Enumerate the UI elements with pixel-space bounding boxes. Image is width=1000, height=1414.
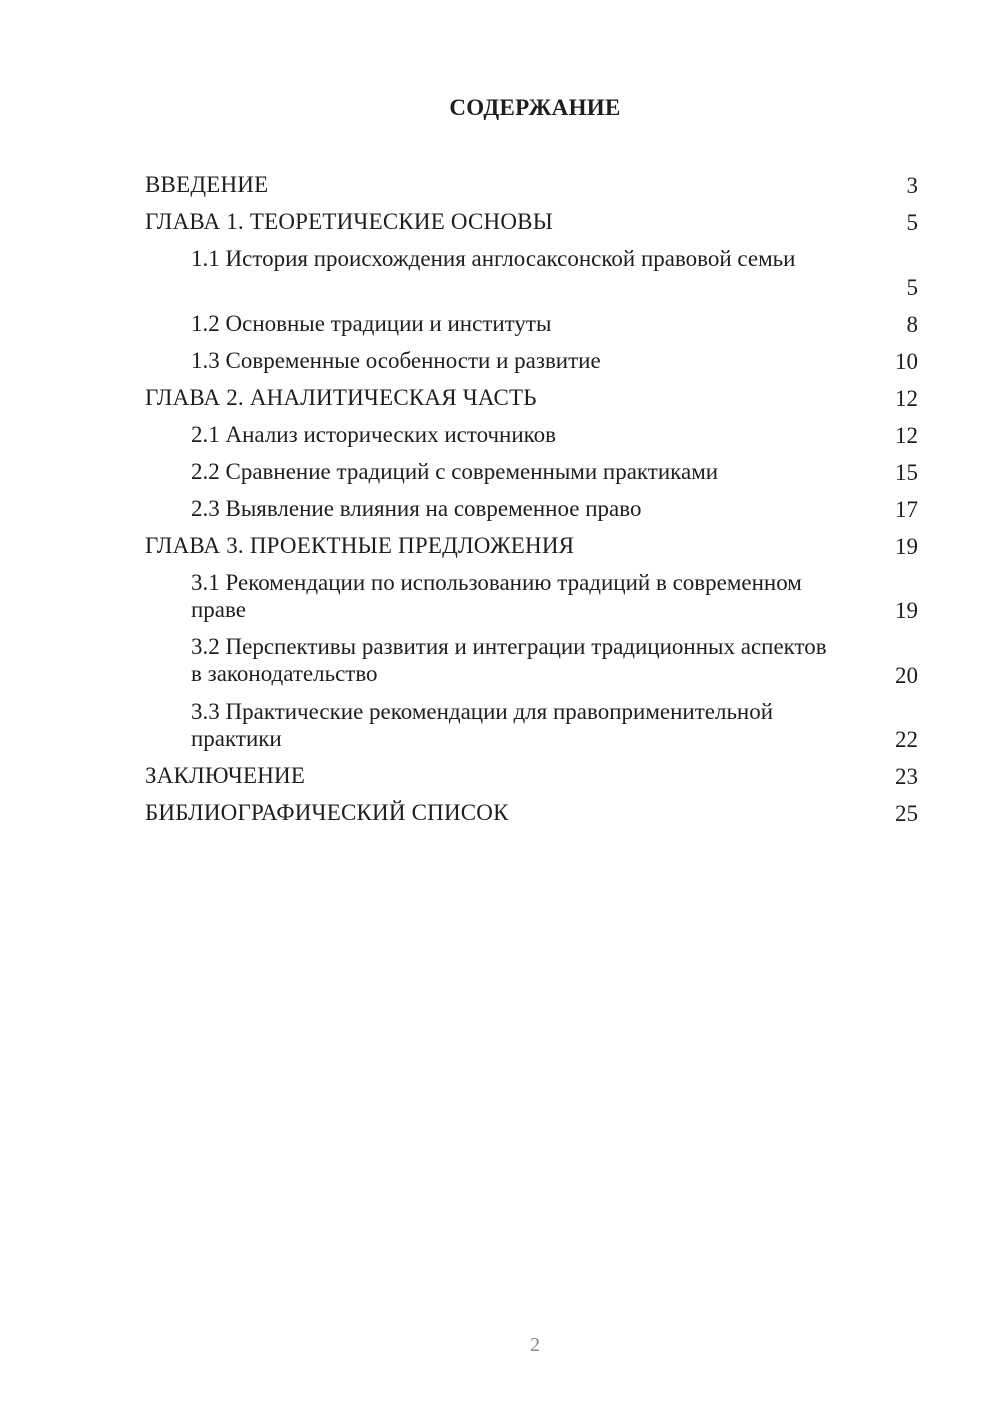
toc-entry-label: 3.3 Практические рекомендации для правоприменительной практики [191, 698, 774, 751]
toc-entry-section-2-2[interactable] [145, 455, 918, 492]
toc-entry-label: ГЛАВА 2. АНАЛИТИЧЕСКАЯ ЧАСТЬ [145, 384, 537, 410]
page-number: 2 [530, 1334, 540, 1356]
toc-entry-conclusion[interactable] [145, 759, 918, 796]
toc-entry-page: 12 [895, 385, 918, 411]
toc-entry-section-2-1[interactable] [145, 418, 918, 455]
toc-entry-label: ГЛАВА 3. ПРОЕКТНЫЕ ПРЕДЛОЖЕНИЯ [145, 532, 575, 558]
toc-entry-label: ГЛАВА 1. ТЕОРЕТИЧЕСКИЕ ОСНОВЫ [145, 209, 553, 234]
toc-entry-label: 1.3 Современные особенности и развитие [191, 347, 601, 373]
toc-entry-page: 17 [895, 496, 918, 522]
toc-entry-page: 20 [895, 662, 918, 688]
toc-entry-label: 3.1 Рекомендации по использованию традиций в современном праве [191, 569, 802, 622]
toc-entry-page: 12 [895, 422, 918, 448]
toc-entry-chapter-1[interactable] [145, 205, 918, 242]
toc-entry-page: 25 [895, 801, 918, 826]
toc-entry-section-3-1[interactable] [145, 566, 918, 631]
toc-entry-label: ЗАКЛЮЧЕНИЕ [145, 763, 306, 788]
toc-entry-label: 3.2 Перспективы развития и интеграции традиционных аспектов в законодательство [191, 634, 827, 686]
toc-entry-page: 3 [906, 173, 918, 198]
toc-entry-label: 2.1 Анализ исторических источников [191, 421, 557, 447]
toc-entry-page: 19 [895, 598, 918, 623]
toc-entry-section-2-3[interactable] [145, 492, 918, 529]
toc-entry-page: 22 [895, 727, 918, 752]
toc-entry-label: 2.2 Сравнение традиций с современными практиками [191, 458, 719, 484]
page-title: СОДЕРЖАНИЕ [449, 95, 621, 120]
toc-entry-page: 15 [895, 459, 918, 485]
toc-entry-introduction[interactable] [145, 168, 918, 205]
toc-entry-label: 2.3 Выявление влияния на современное право [191, 495, 642, 521]
toc-entry-section-3-2[interactable] [145, 630, 918, 695]
toc-entry-label: БИБЛИОГРАФИЧЕСКИЙ СПИСОК [145, 800, 509, 825]
toc-entry-section-3-3[interactable] [145, 695, 918, 760]
toc-entry-page: 10 [895, 348, 918, 374]
toc-entry-label: 1.1 История происхождения англосаксонской правовой семьи [191, 246, 796, 271]
toc-entry-label: ВВЕДЕНИЕ [145, 172, 269, 197]
toc-entry-page: 8 [906, 311, 918, 337]
toc-entry-page: 23 [895, 764, 918, 789]
toc-entry-page: 5 [906, 210, 918, 235]
toc-entry-section-1-3[interactable] [145, 344, 918, 381]
toc-entry-chapter-2[interactable] [145, 381, 918, 418]
toc-entry-section-1-2[interactable] [145, 307, 918, 344]
toc-entry-section-1-1[interactable] [145, 242, 918, 307]
toc-entry-bibliography[interactable] [145, 796, 918, 833]
toc-entry-chapter-3[interactable] [145, 529, 918, 566]
toc-entry-page: 19 [895, 533, 918, 559]
table-of-contents [145, 168, 918, 833]
toc-entry-label: 1.2 Основные традиции и институты [191, 310, 552, 336]
toc-entry-page: 5 [906, 274, 918, 300]
